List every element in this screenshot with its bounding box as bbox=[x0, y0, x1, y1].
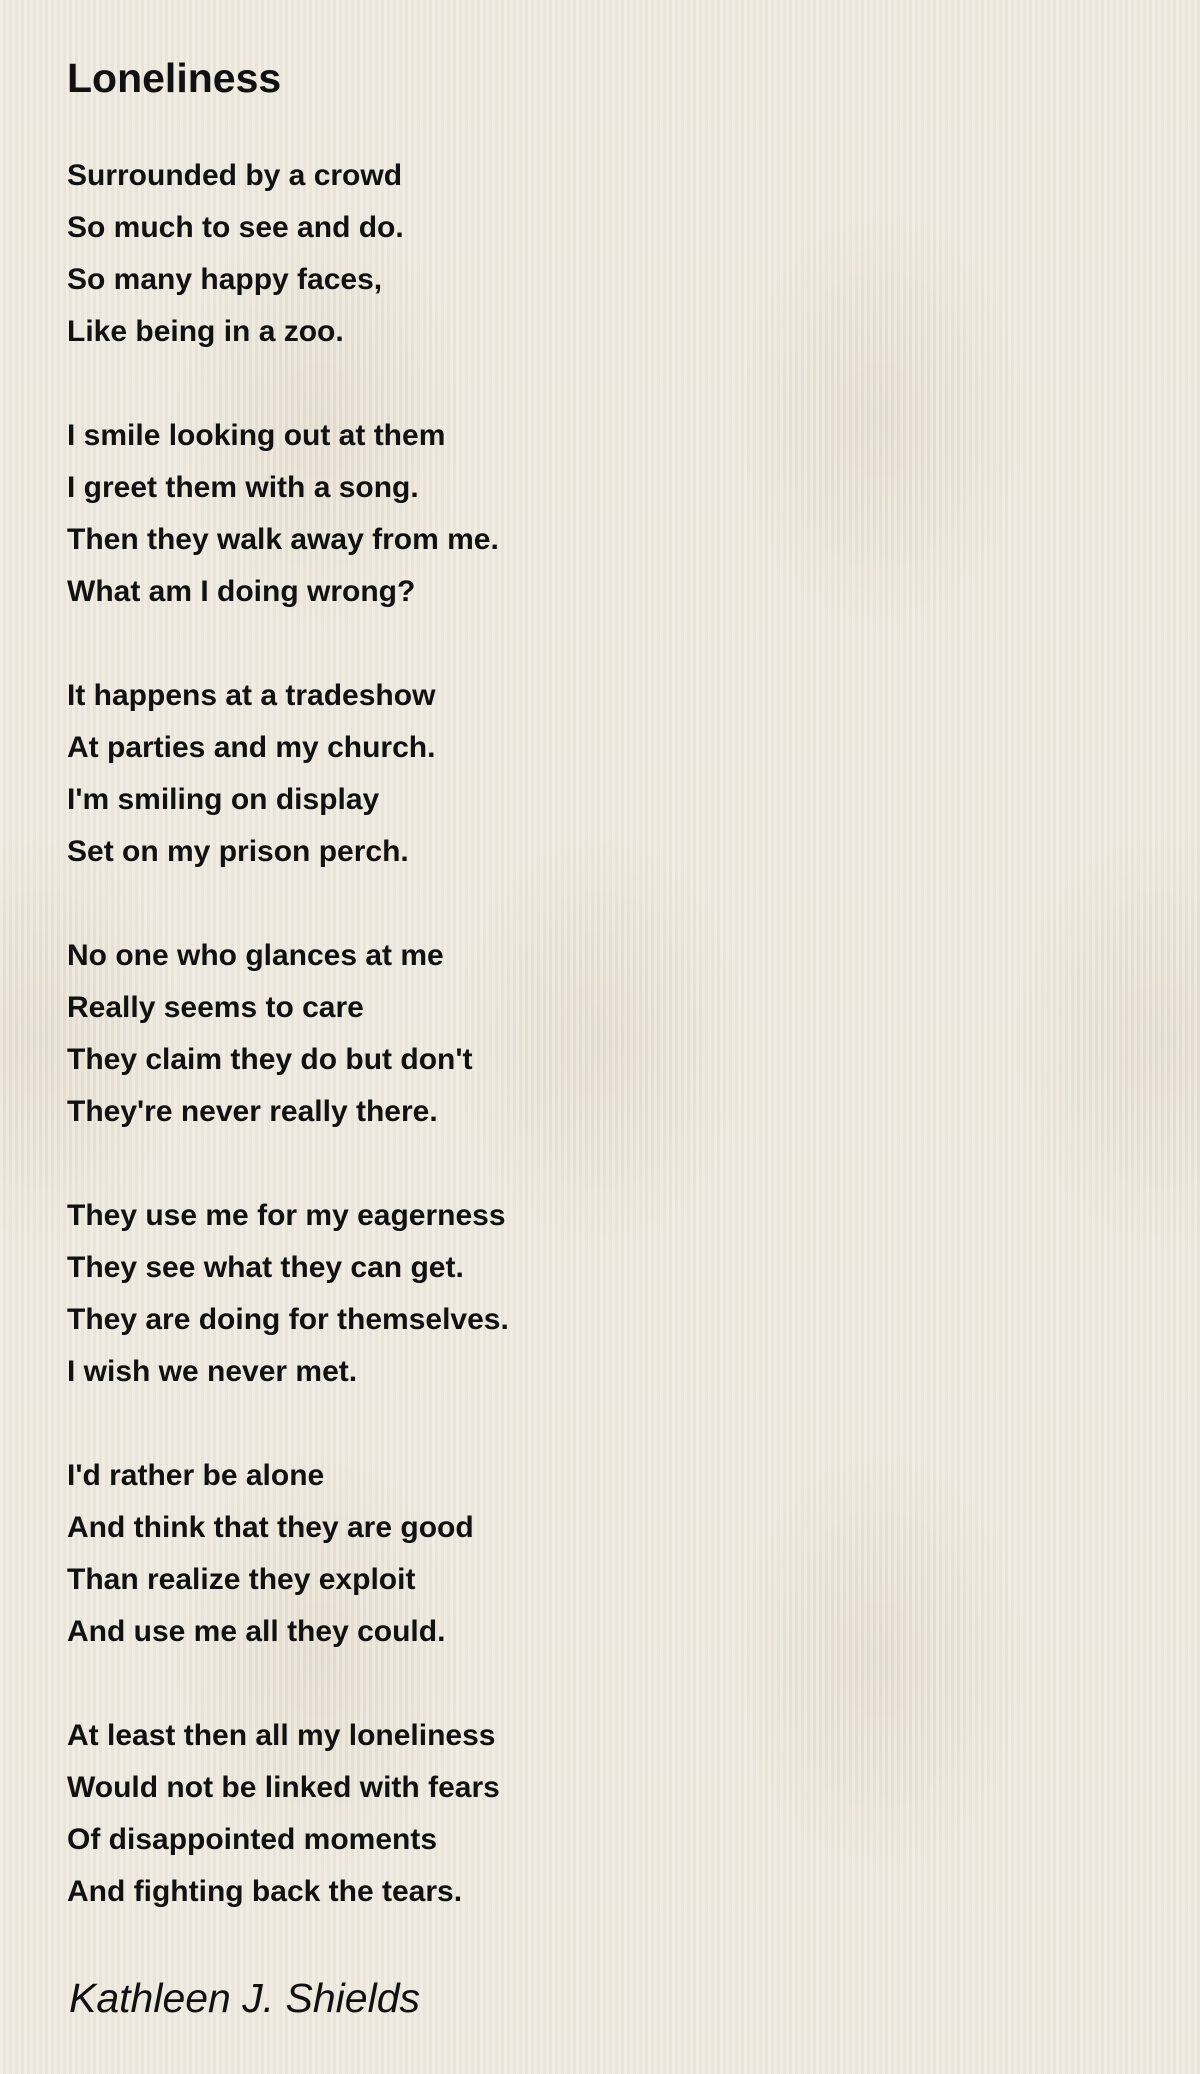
stanza-5 bbox=[67, 1190, 509, 1398]
poem-line: Then they walk away from me. bbox=[67, 523, 499, 556]
poem-line: What am I doing wrong? bbox=[67, 575, 416, 608]
poem-line: Like being in a zoo. bbox=[67, 315, 344, 348]
poem-line: It happens at a tradeshow bbox=[67, 679, 436, 712]
poem-line: I'd rather be alone bbox=[67, 1459, 325, 1492]
poem-line: I smile looking out at them bbox=[67, 419, 446, 452]
stanza-4 bbox=[67, 930, 509, 1138]
poem-body bbox=[67, 150, 509, 1970]
stanza-7 bbox=[67, 1710, 509, 1918]
stanza-2 bbox=[67, 410, 509, 618]
stanza-6 bbox=[67, 1450, 509, 1658]
poem-line: I greet them with a song. bbox=[67, 471, 419, 504]
poem-line: And think that they are good bbox=[67, 1511, 474, 1544]
poem-line: They are doing for themselves. bbox=[67, 1303, 509, 1336]
poem-line: I'm smiling on display bbox=[67, 783, 380, 816]
poem-line: At parties and my church. bbox=[67, 731, 436, 764]
poem-line: They see what they can get. bbox=[67, 1251, 464, 1284]
poem-line: Than realize they exploit bbox=[67, 1563, 416, 1596]
stanza-1 bbox=[67, 150, 509, 358]
poem-line: Would not be linked with fears bbox=[67, 1771, 500, 1804]
poem-line: They're never really there. bbox=[67, 1095, 438, 1128]
poem-line: So many happy faces, bbox=[67, 263, 383, 296]
poem-line: So much to see and do. bbox=[67, 211, 404, 244]
poem-line: They claim they do but don't bbox=[67, 1043, 473, 1076]
poem-line: Really seems to care bbox=[67, 991, 364, 1024]
poem-line: I wish we never met. bbox=[67, 1355, 358, 1388]
poem-author: Kathleen J. Shields bbox=[69, 1975, 421, 2021]
poem-line: Set on my prison perch. bbox=[67, 835, 409, 868]
poem-line: No one who glances at me bbox=[67, 939, 444, 972]
poem-line: They use me for my eagerness bbox=[67, 1199, 506, 1232]
stanza-3 bbox=[67, 670, 509, 878]
poem-line: And fighting back the tears. bbox=[67, 1875, 463, 1908]
poem-title: Loneliness bbox=[67, 55, 282, 101]
poem-line: At least then all my loneliness bbox=[67, 1719, 496, 1752]
poem-line: Surrounded by a crowd bbox=[67, 159, 403, 192]
poem-line: And use me all they could. bbox=[67, 1615, 446, 1648]
poem-line: Of disappointed moments bbox=[67, 1823, 438, 1856]
